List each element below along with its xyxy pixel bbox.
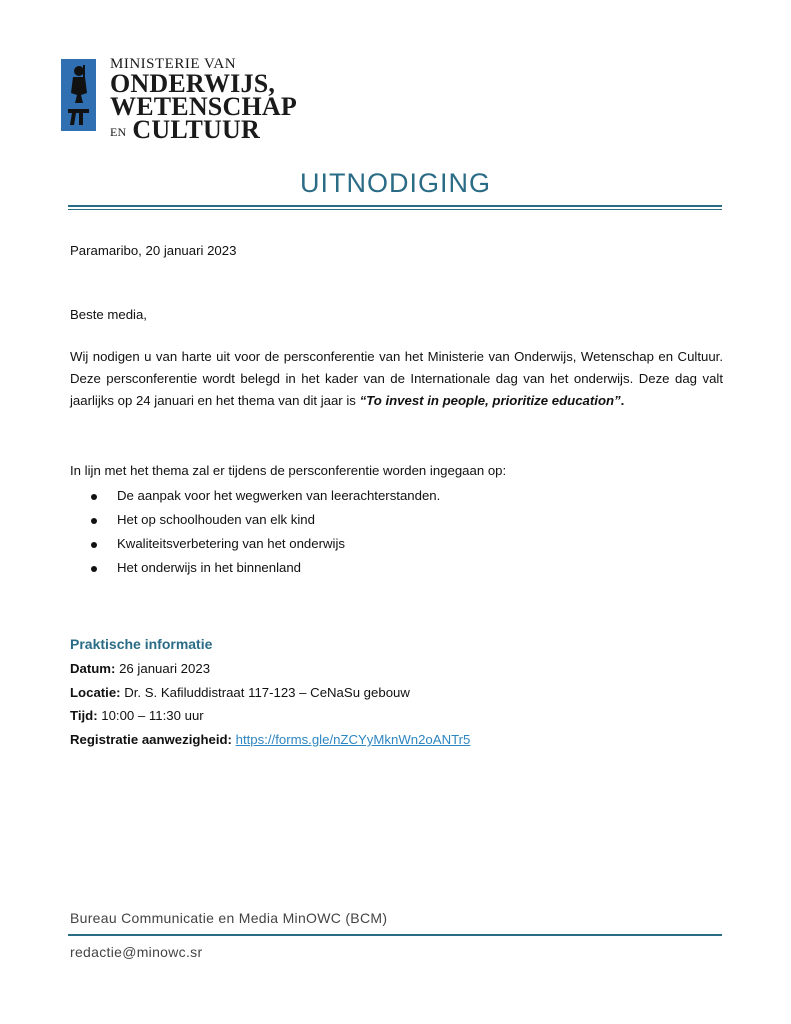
- document-title: [0, 168, 791, 199]
- logo-line-1: MINISTERIE VAN: [110, 56, 237, 72]
- location-value: Dr. S. Kafiluddistraat 117-123 – CeNaSu gebouw: [120, 685, 410, 700]
- footer-organization: Bureau Communicatie en Media MinOWC (BCM): [70, 910, 388, 926]
- registration-label: Registratie aanwezigheid:: [70, 732, 232, 747]
- info-date: [70, 658, 210, 680]
- info-registration: [70, 729, 470, 751]
- list-intro: In lijn met het thema zal er tijdens de persconferentie worden ingegaan op:: [70, 463, 507, 478]
- main-paragraph-end: .: [620, 393, 625, 408]
- info-location: [70, 682, 410, 704]
- time-value: 10:00 – 11:30 uur: [97, 708, 204, 723]
- location-label: Locatie:: [70, 685, 121, 700]
- time-label: Tijd:: [70, 708, 98, 723]
- main-paragraph-text: Wij nodigen u van harte uit voor de persconferentie van het Ministerie van Onderwijs, Wetenschap en Cultuur. Deze persconferentie wordt belegd in het kader van de Internationale dag van het onderwijs. Deze dag valt jaarlijks op 24 januari en het thema van dit jaar is: [70, 349, 723, 408]
- logo-line-4: [110, 115, 297, 144]
- greeting: Beste media,: [70, 307, 147, 322]
- theme-text: “To invest in people, prioritize education”: [359, 393, 621, 408]
- ministry-emblem-icon: [61, 59, 96, 131]
- date-label: Datum:: [70, 661, 116, 676]
- info-time: [70, 705, 204, 727]
- list-item: De aanpak voor het wegwerken van leerachterstanden.: [88, 484, 440, 508]
- date-value: 26 januari 2023: [115, 661, 211, 676]
- title-divider-thin: [68, 209, 722, 210]
- title-divider: [68, 205, 722, 207]
- main-paragraph: [70, 346, 723, 412]
- topics-list: [88, 484, 440, 580]
- logo-cultuur: CULTUUR: [132, 115, 260, 144]
- list-item: Het op schoolhouden van elk kind: [88, 508, 440, 532]
- title-text: UITNODIGING: [300, 168, 491, 198]
- practical-info-heading: Praktische informatie: [70, 636, 213, 652]
- footer-email: redactie@minowc.sr: [70, 944, 203, 960]
- ministry-logo-text: [110, 56, 297, 144]
- registration-link[interactable]: https://forms.gle/nZCYyMknWn2oANTr5: [235, 732, 471, 747]
- footer-divider: [68, 934, 722, 936]
- list-item: Kwaliteitsverbetering van het onderwijs: [88, 532, 440, 556]
- date-line: Paramaribo, 20 januari 2023: [70, 243, 237, 258]
- logo-en: EN: [110, 124, 127, 139]
- logo-line-3: WETENSCHAP: [110, 92, 297, 121]
- list-item: Het onderwijs in het binnenland: [88, 556, 440, 580]
- logo-line-2: ONDERWIJS,: [110, 69, 276, 98]
